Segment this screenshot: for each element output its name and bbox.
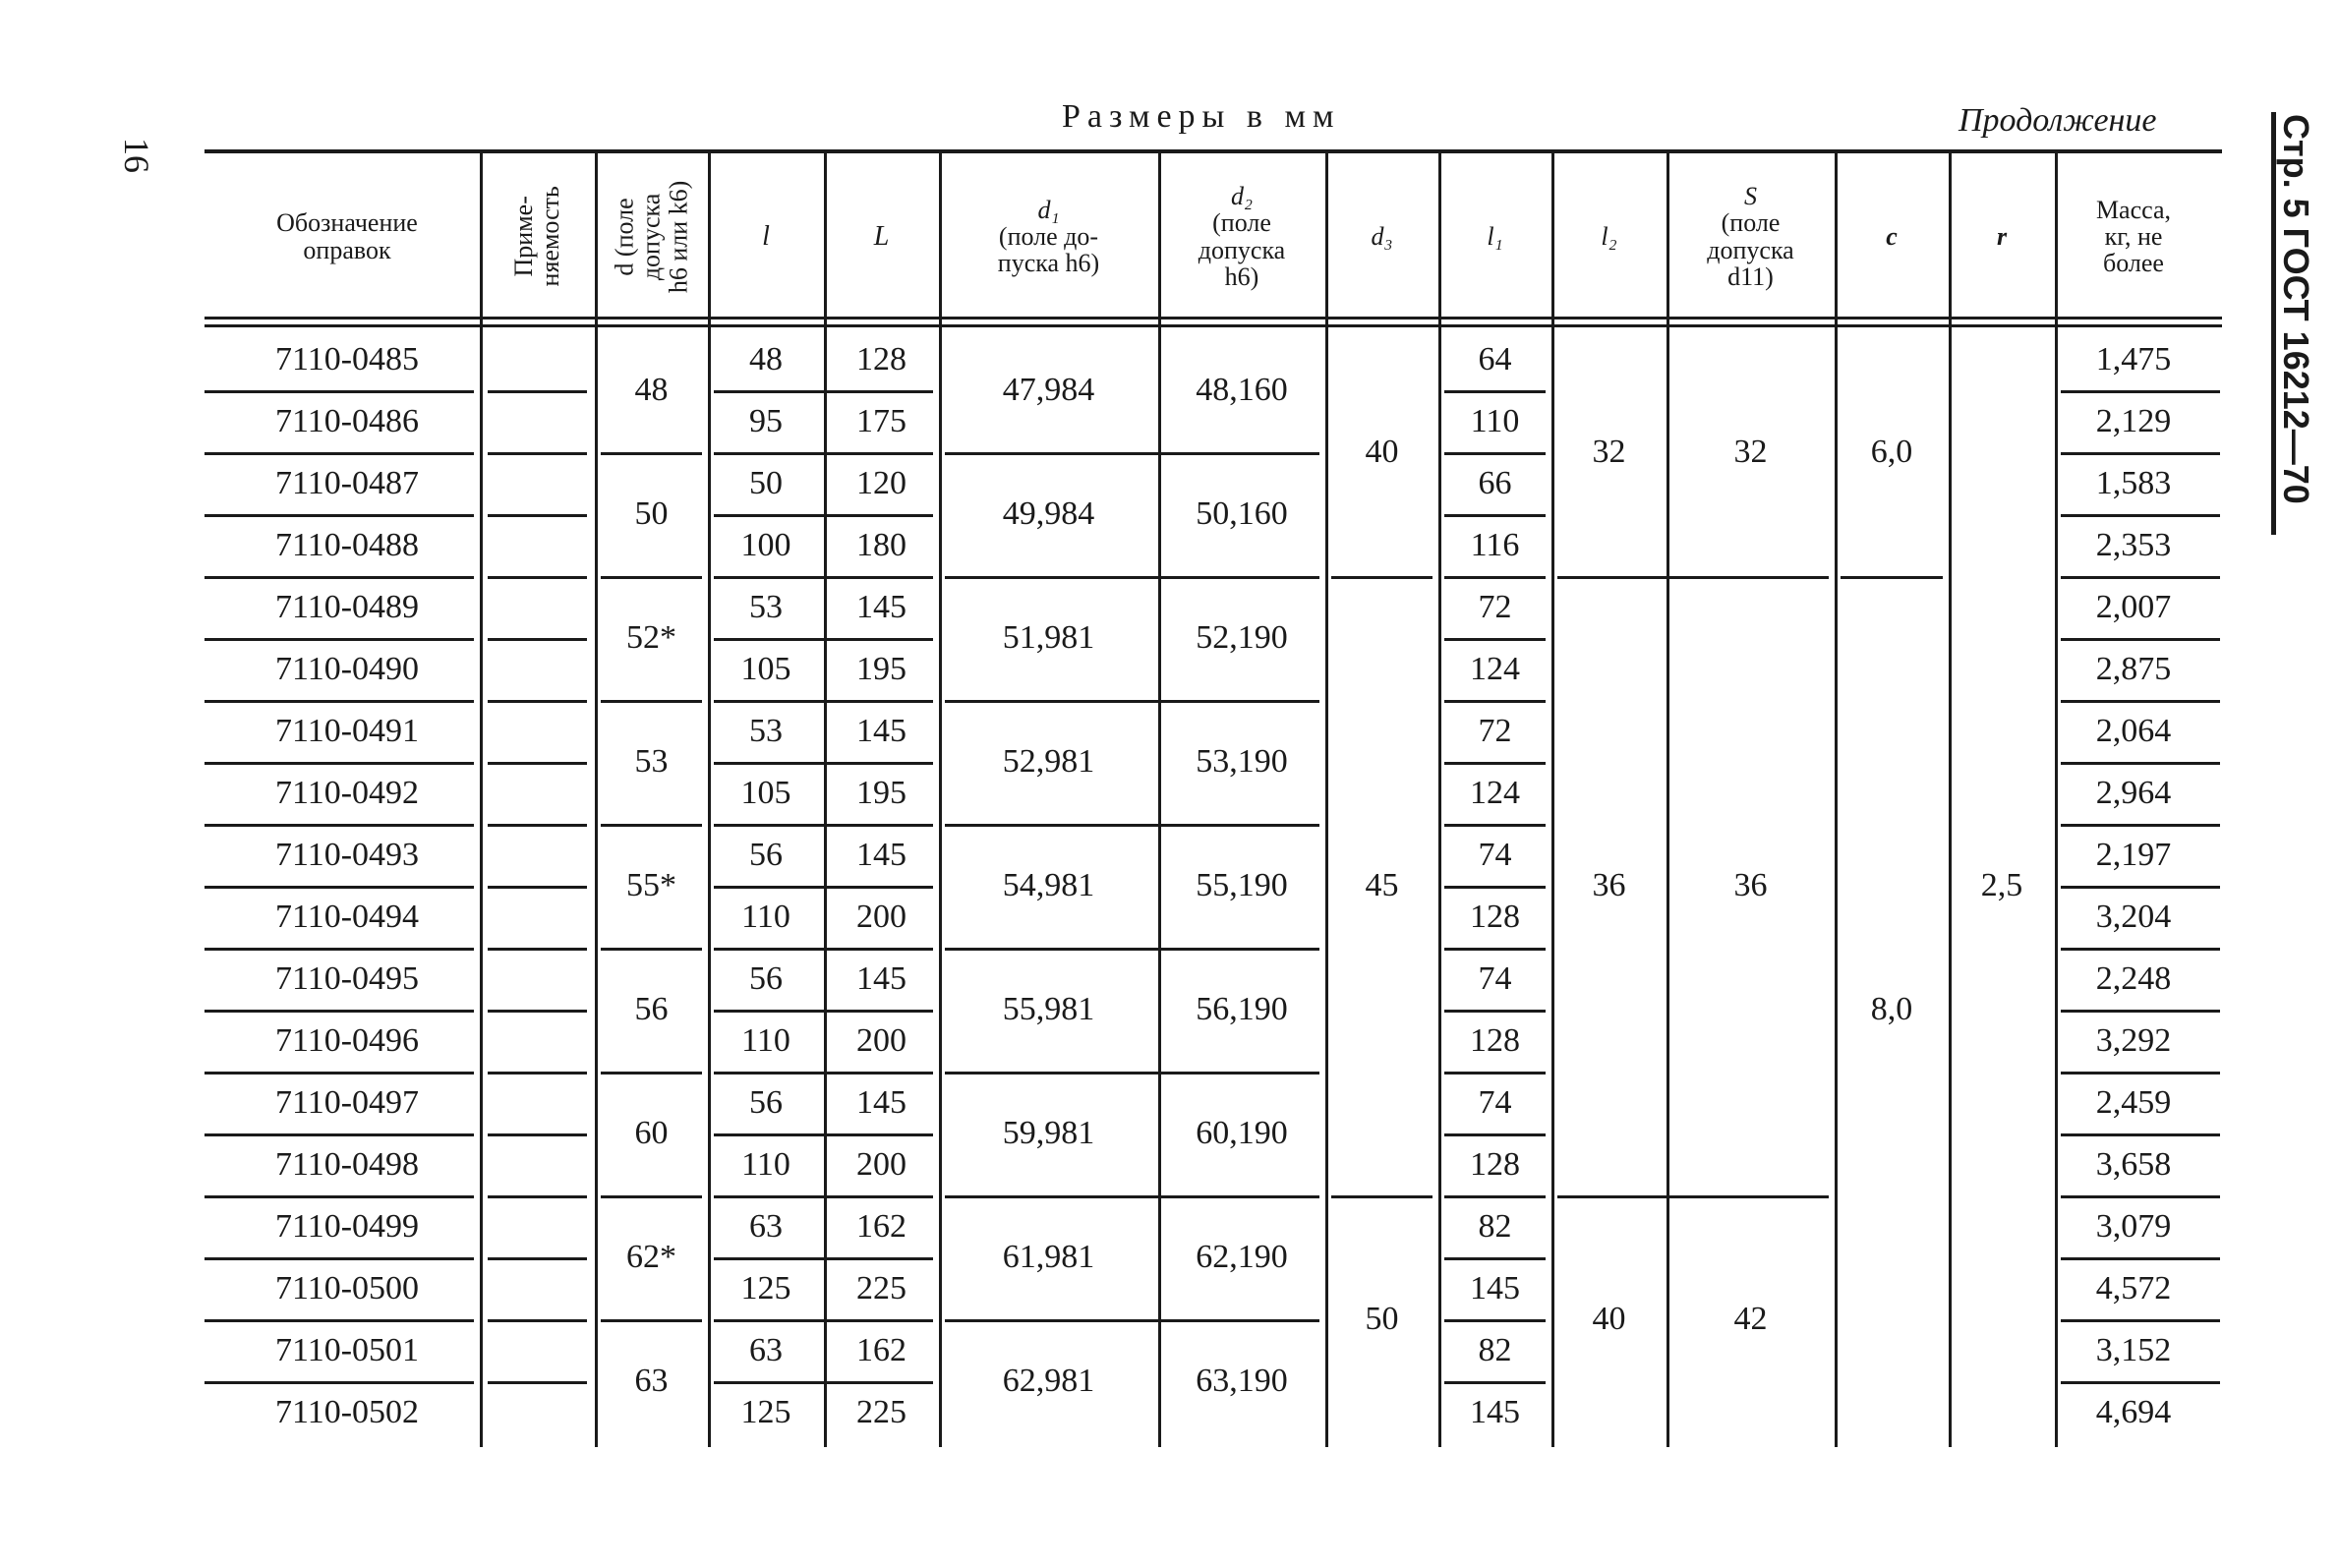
header-r <box>1949 160 2055 313</box>
l-cell: 53 <box>749 712 783 749</box>
header-line: более <box>2103 249 2164 278</box>
d-cell: 56 <box>634 991 669 1028</box>
d2-cell: 56,190 <box>1196 991 1288 1028</box>
l-cell: 56 <box>749 836 783 873</box>
header-line: l₂ <box>1601 221 1617 251</box>
mass-cell: 1,475 <box>2095 340 2172 377</box>
d-cell: 63 <box>634 1363 669 1400</box>
header-line: допуска <box>1198 235 1286 264</box>
l1-cell: 74 <box>1478 959 1512 997</box>
mass-cell: 2,875 <box>2095 650 2172 687</box>
l1-cell: 116 <box>1470 526 1520 563</box>
l-cell: 110 <box>741 1145 790 1183</box>
mass-cell: 3,204 <box>2095 898 2172 935</box>
d-cell: 62* <box>626 1239 676 1276</box>
L-cell: 195 <box>856 774 906 811</box>
header-l1 <box>1438 160 1551 313</box>
l1-cell: 82 <box>1478 1331 1512 1368</box>
header-designation <box>214 160 480 313</box>
l-cell: 125 <box>740 1393 791 1430</box>
row-rule <box>488 514 587 517</box>
L-cell: 120 <box>856 464 906 501</box>
table-caption: Размеры в мм <box>1062 98 1341 135</box>
d1-cell: 61,981 <box>1002 1239 1095 1276</box>
l-cell: 50 <box>749 464 783 501</box>
l-cell: 105 <box>740 774 791 811</box>
L-cell: 162 <box>856 1207 906 1245</box>
row-rule <box>488 1010 587 1013</box>
designation-cell: 7110-0502 <box>274 1393 420 1430</box>
l-cell: 63 <box>749 1331 783 1368</box>
row-rule <box>488 1257 587 1260</box>
header-line: кг, не <box>2104 221 2163 251</box>
mass-cell: 3,658 <box>2095 1145 2172 1183</box>
header-rule-2 <box>205 324 2222 327</box>
mass-cell: 4,572 <box>2095 1269 2172 1307</box>
header-line: d₁ <box>1037 195 1060 224</box>
designation-cell: 7110-0498 <box>274 1145 420 1183</box>
row-rule <box>488 1195 587 1198</box>
header-line: h6 или k6) <box>664 180 693 293</box>
S-cell: 32 <box>1733 434 1768 471</box>
row-rule <box>488 390 587 393</box>
header-l <box>708 160 824 313</box>
L-cell: 162 <box>856 1331 906 1368</box>
mass-cell: 2,197 <box>2095 836 2172 873</box>
header-l2 <box>1551 160 1667 313</box>
header-line: Масса, <box>2095 195 2172 224</box>
header-line: пуска h6) <box>997 249 1100 278</box>
d-cell: 52* <box>626 619 676 657</box>
group-rule <box>1841 576 1943 579</box>
r-cell: 2,5 <box>1980 867 2023 904</box>
L-cell: 180 <box>856 526 906 563</box>
row-rule <box>488 1319 587 1322</box>
mass-cell: 3,292 <box>2095 1021 2172 1059</box>
sidebar-rule <box>2271 112 2276 535</box>
designation-cell: 7110-0492 <box>274 774 420 811</box>
l-cell: 63 <box>749 1207 783 1245</box>
page-number: 16 <box>117 138 156 173</box>
row-rule <box>488 886 587 889</box>
header-line: l₁ <box>1487 221 1503 251</box>
l1-cell: 124 <box>1470 774 1520 811</box>
d2-cell: 48,160 <box>1196 372 1288 409</box>
mass-cell: 3,152 <box>2095 1331 2172 1368</box>
mass-cell: 3,079 <box>2095 1207 2172 1245</box>
designation-cell: 7110-0497 <box>274 1083 420 1121</box>
l1-cell: 72 <box>1478 588 1512 625</box>
mass-cell: 2,129 <box>2095 402 2172 439</box>
L-cell: 145 <box>856 588 906 625</box>
L-cell: 225 <box>856 1269 906 1307</box>
l-cell: 95 <box>749 402 783 439</box>
designation-cell: 7110-0496 <box>274 1021 420 1059</box>
header-line: l <box>762 220 770 252</box>
row-rule <box>488 824 587 827</box>
header-L <box>824 160 939 313</box>
header-rotated <box>510 186 564 286</box>
column-rule <box>480 152 483 1447</box>
L-cell: 145 <box>856 1083 906 1121</box>
mass-cell: 4,694 <box>2095 1393 2172 1430</box>
d1-cell: 52,981 <box>1002 743 1095 781</box>
row-rule <box>488 576 587 579</box>
header-line: c <box>1886 221 1898 251</box>
header-S <box>1667 160 1835 313</box>
l-cell: 125 <box>740 1269 791 1307</box>
l-cell: 48 <box>749 340 783 377</box>
row-rule <box>488 1133 587 1136</box>
header-c <box>1835 160 1949 313</box>
l-cell: 56 <box>749 959 783 997</box>
designation-cell: 7110-0501 <box>274 1331 420 1368</box>
L-cell: 145 <box>856 959 906 997</box>
row-rule <box>488 762 587 765</box>
continuation-label: Продолжение <box>1959 102 2157 139</box>
L-cell: 128 <box>856 340 906 377</box>
header-applicability <box>480 160 595 313</box>
header-d3 <box>1325 160 1438 313</box>
l-cell: 110 <box>741 1021 790 1059</box>
header-mass <box>2055 160 2212 313</box>
L-cell: 225 <box>856 1393 906 1430</box>
designation-cell: 7110-0486 <box>274 402 420 439</box>
c-cell: 8,0 <box>1870 991 1913 1028</box>
l2-cell: 32 <box>1592 434 1626 471</box>
header-line: d₃ <box>1371 221 1393 251</box>
l-cell: 110 <box>741 898 790 935</box>
l1-cell: 74 <box>1478 836 1512 873</box>
d1-cell: 47,984 <box>1002 372 1095 409</box>
L-cell: 175 <box>856 402 906 439</box>
header-line: h6) <box>1224 261 1259 291</box>
row-rule <box>488 452 587 455</box>
d-cell: 48 <box>634 372 669 409</box>
d1-cell: 59,981 <box>1002 1115 1095 1152</box>
header-d1 <box>939 160 1158 313</box>
header-line: d₂ <box>1230 181 1254 210</box>
d3-cell: 40 <box>1365 434 1399 471</box>
row-rule <box>488 638 587 641</box>
designation-cell: 7110-0488 <box>274 526 420 563</box>
d2-cell: 50,160 <box>1196 495 1288 533</box>
mass-cell: 2,248 <box>2095 959 2172 997</box>
l1-cell: 64 <box>1478 340 1512 377</box>
mass-cell: 2,007 <box>2095 588 2172 625</box>
d1-cell: 51,981 <box>1002 619 1095 657</box>
row-rule <box>488 1072 587 1074</box>
l1-cell: 128 <box>1470 898 1520 935</box>
header-line: r <box>1996 221 2008 251</box>
d2-cell: 52,190 <box>1196 619 1288 657</box>
L-cell: 145 <box>856 712 906 749</box>
header-line: (поле <box>1721 208 1781 238</box>
row-rule <box>488 948 587 951</box>
L-cell: 145 <box>856 836 906 873</box>
d2-cell: 53,190 <box>1196 743 1288 781</box>
l2-cell: 40 <box>1592 1301 1626 1338</box>
S-cell: 42 <box>1733 1301 1768 1338</box>
d1-cell: 62,981 <box>1002 1363 1095 1400</box>
header-line: (поле до- <box>998 221 1099 251</box>
header-line: Обозначение <box>276 208 418 238</box>
d3-cell: 45 <box>1365 867 1399 904</box>
mass-cell: 1,583 <box>2095 464 2172 501</box>
row-rule <box>488 1381 587 1384</box>
l1-cell: 128 <box>1470 1021 1520 1059</box>
l1-cell: 145 <box>1470 1269 1520 1307</box>
header-rule-1 <box>205 317 2222 319</box>
designation-cell: 7110-0485 <box>274 340 420 377</box>
standard-reference: Стр. 5 ГОСТ 16212—70 <box>2276 114 2316 504</box>
table-top-rule <box>205 149 2222 153</box>
l1-cell: 66 <box>1478 464 1512 501</box>
header-d <box>595 160 708 313</box>
header-line: d (поле <box>610 197 639 276</box>
L-cell: 200 <box>856 1145 906 1183</box>
designation-cell: 7110-0487 <box>274 464 420 501</box>
header-line: допуска <box>636 193 666 280</box>
l-cell: 56 <box>749 1083 783 1121</box>
designation-cell: 7110-0495 <box>274 959 420 997</box>
d2-cell: 55,190 <box>1196 867 1288 904</box>
d2-cell: 63,190 <box>1196 1363 1288 1400</box>
d-cell: 60 <box>634 1115 669 1152</box>
d3-cell: 50 <box>1365 1301 1399 1338</box>
designation-cell: 7110-0500 <box>274 1269 420 1307</box>
header-line: L <box>873 220 890 252</box>
d1-cell: 49,984 <box>1002 495 1095 533</box>
designation-cell: 7110-0489 <box>274 588 420 625</box>
d2-cell: 62,190 <box>1196 1239 1288 1276</box>
header-line: няемость <box>536 186 565 287</box>
d-cell: 55* <box>626 867 676 904</box>
l1-cell: 74 <box>1478 1083 1512 1121</box>
designation-cell: 7110-0494 <box>274 898 420 935</box>
l1-cell: 145 <box>1470 1393 1520 1430</box>
designation-cell: 7110-0499 <box>274 1207 420 1245</box>
header-d2 <box>1158 160 1325 313</box>
L-cell: 200 <box>856 1021 906 1059</box>
l1-cell: 124 <box>1470 650 1520 687</box>
S-cell: 36 <box>1733 867 1768 904</box>
designation-cell: 7110-0491 <box>274 712 420 749</box>
header-line: S <box>1744 181 1757 210</box>
mass-cell: 2,064 <box>2095 712 2172 749</box>
l-cell: 100 <box>740 526 791 563</box>
l2-cell: 36 <box>1592 867 1626 904</box>
l-cell: 105 <box>740 650 791 687</box>
l-cell: 53 <box>749 588 783 625</box>
header-line: допуска <box>1707 235 1794 264</box>
designation-cell: 7110-0493 <box>274 836 420 873</box>
d-cell: 53 <box>634 743 669 781</box>
designation-cell: 7110-0490 <box>274 650 420 687</box>
header-line: d11) <box>1727 261 1774 291</box>
mass-cell: 2,459 <box>2095 1083 2172 1121</box>
d1-cell: 55,981 <box>1002 991 1095 1028</box>
L-cell: 200 <box>856 898 906 935</box>
l1-cell: 72 <box>1478 712 1512 749</box>
header-line: оправок <box>303 235 391 264</box>
l1-cell: 110 <box>1470 402 1520 439</box>
mass-cell: 2,353 <box>2095 526 2172 563</box>
header-rotated <box>612 180 692 292</box>
row-rule <box>488 700 587 703</box>
d1-cell: 54,981 <box>1002 867 1095 904</box>
c-cell: 6,0 <box>1870 434 1913 471</box>
l1-cell: 128 <box>1470 1145 1520 1183</box>
mass-cell: 2,964 <box>2095 774 2172 811</box>
header-line: (поле <box>1212 208 1271 238</box>
L-cell: 195 <box>856 650 906 687</box>
d2-cell: 60,190 <box>1196 1115 1288 1152</box>
d-cell: 50 <box>634 495 669 533</box>
l1-cell: 82 <box>1478 1207 1512 1245</box>
header-line: Приме- <box>509 196 539 277</box>
